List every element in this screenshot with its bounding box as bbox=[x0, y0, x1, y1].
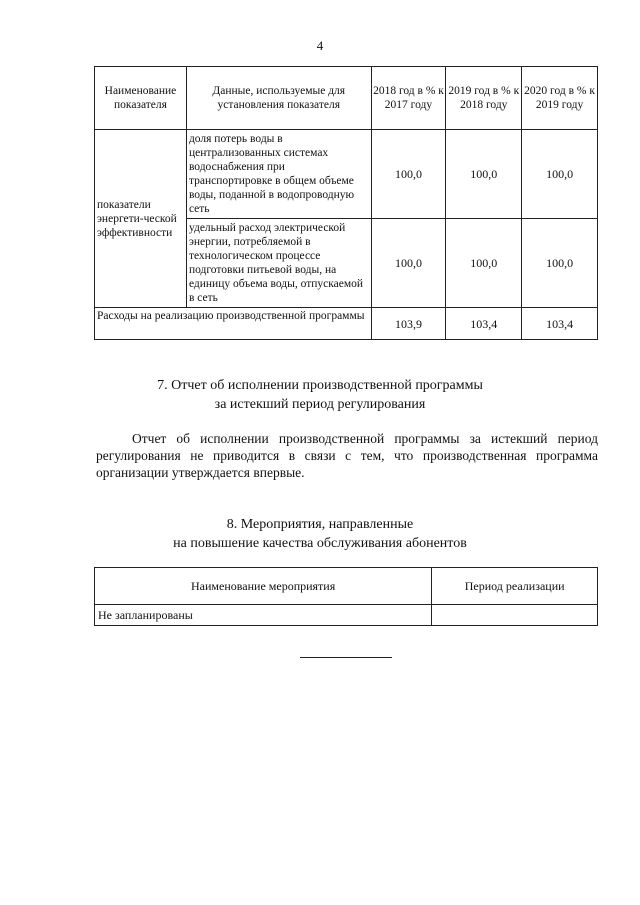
end-divider bbox=[300, 657, 392, 658]
table-header-row bbox=[95, 67, 598, 130]
section7-title bbox=[0, 376, 640, 414]
group-label-energy-efficiency: показатели энергети-ческой эффективности bbox=[95, 130, 187, 308]
header-2018: 2018 год в % к 2017 году bbox=[371, 67, 446, 130]
table-row bbox=[95, 605, 598, 626]
value-cell: 103,4 bbox=[522, 308, 598, 340]
indicators-table bbox=[94, 66, 598, 340]
section7-title-line2: за истекший период регулирования bbox=[214, 397, 426, 412]
row-data-water-losses: доля потерь воды в централизованных системах водоснабжения при транспортировке в общем объеме воды, поданной в водопроводную сеть bbox=[186, 130, 371, 219]
section8-title-line2: на повышение качества обслуживания абонентов bbox=[173, 536, 467, 551]
table-row-expenses bbox=[95, 308, 598, 340]
section8-title-line1: 8. Мероприятия, направленные bbox=[226, 517, 414, 532]
header-period: Период реализации bbox=[432, 568, 598, 605]
value-cell: 100,0 bbox=[371, 130, 446, 219]
header-measure-name: Наименование мероприятия bbox=[95, 568, 432, 605]
section7-paragraph: Отчет об исполнении производственной программы за истекший период регулирования не приводится в связи с тем, что производственная программа организации утверждается впервые. bbox=[96, 431, 598, 480]
table-header-row bbox=[95, 568, 598, 605]
expenses-label: Расходы на реализацию производственной программы bbox=[95, 308, 372, 340]
section8-title bbox=[0, 515, 640, 553]
page-number: 4 bbox=[316, 38, 324, 53]
header-2019: 2019 год в % к 2018 году bbox=[446, 67, 522, 130]
table-row bbox=[95, 130, 598, 219]
value-cell: 100,0 bbox=[522, 219, 598, 308]
measure-period-cell bbox=[432, 605, 598, 626]
value-cell: 100,0 bbox=[522, 130, 598, 219]
section7-title-line1: 7. Отчет об исполнении производственной программы bbox=[157, 378, 483, 393]
row-data-electricity-use: удельный расход электрической энергии, потребляемой в технологическом процессе подготовки питьевой воды, на единицу объема воды, отпускаемой в сеть bbox=[186, 219, 371, 308]
header-2020: 2020 год в % к 2019 году bbox=[522, 67, 598, 130]
value-cell: 100,0 bbox=[446, 130, 522, 219]
value-cell: 100,0 bbox=[446, 219, 522, 308]
header-data-used: Данные, используемые для установления показателя bbox=[186, 67, 371, 130]
measures-table bbox=[94, 567, 598, 626]
value-cell: 103,9 bbox=[371, 308, 446, 340]
value-cell: 100,0 bbox=[371, 219, 446, 308]
measure-name-cell: Не запланированы bbox=[95, 605, 432, 626]
value-cell: 103,4 bbox=[446, 308, 522, 340]
header-indicator-name: Наименование показателя bbox=[95, 67, 187, 130]
